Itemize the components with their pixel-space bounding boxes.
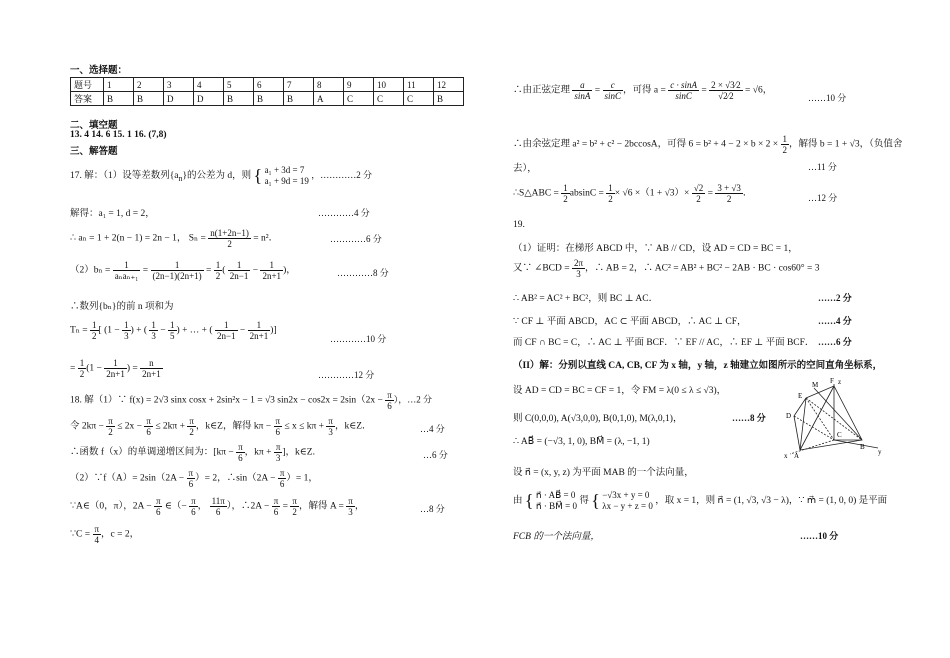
label-e: E <box>798 392 803 400</box>
q18-line2: 令 2kπ − $\frac{\pi}{2}$ ≤ 2x − $\frac{\pi}{6}$ ≤ 2kπ + $\frac{\pi}{2}$ ，k∈Z，解得 kπ − $\frac{\pi}{6}$ ≤ x ≤ kπ + $\frac{\pi}{3}$ ，k∈Z． <box>70 416 372 437</box>
section-fill-title: 二、填空题 <box>70 121 118 131</box>
score-18-4: …4 分 <box>420 424 445 434</box>
label-z: z <box>838 378 842 386</box>
score-r-11: …11 分 <box>808 162 837 172</box>
table-answer-cell: C <box>404 92 434 106</box>
r-line9: （II）解：分别以直线 CA, CB, CF 为 x 轴，y 轴，z 轴建立如图所示的空间直角坐标系， <box>513 361 883 371</box>
table-number-cell: 3 <box>164 78 194 92</box>
table-answer-cell: B <box>254 92 284 106</box>
q17-line3: ∴ aₙ = 1 + 2(n − 1) = 2n − 1， Sₙ = $\frac{n(1+2n-1)}{2}$ = n²． <box>70 228 279 249</box>
r-line3: ∴S△ABC = $\frac{1}{2}$ absinC = $\frac{1}{2}$ × √6 ×（1 + √3）× $\frac{√2}{2}$ = $\frac{3 + √3}{2}$ ． <box>513 183 753 204</box>
coordinate-figure <box>774 374 886 460</box>
table-answer-cell: A <box>314 92 344 106</box>
label-x: x <box>784 452 788 460</box>
table-number-cell: 10 <box>374 78 404 92</box>
fill-answers: 13. 4 14. 6 15. 1 16. (7,8) <box>70 130 167 140</box>
table-answer-label: 答案 <box>71 92 104 106</box>
q18-line5: ∵A∈（0，π），2A − $\frac{\pi}{6}$ ∈（− $\frac{\pi}{6}$ ， $\frac{11\pi}{6}$ ），∴2A − $\frac{\pi}{6}$ = $\frac{\pi}{2}$ ，解得 A = $\frac{\pi}{3}$ ， <box>70 496 365 517</box>
score-4: …………4 分 <box>318 208 370 218</box>
q18-line1: 18. 解（1）∵ f(x) = 2√3 sinx cosx + 2sin²x − 1 = √3 sin2x − cos2x = 2sin（2x − $\frac{\pi}{6}$ ），…2 分 <box>70 390 433 411</box>
q17-line4: （2）bₙ = $\frac{1}{\text{aₙaₙ₊₁}}$ = $\frac{1}{(2n-1)(2n+1)}$ = $\frac{1}{2}$ ( $\frac{1}{2n-1}$ − $\frac{1}{2n+1}$ )， <box>70 260 296 281</box>
score-19-6: ……6 分 <box>818 337 852 347</box>
q17-line7: = $\frac{1}{2}$ (1 − $\frac{1}{2n+1}$ ) = $\frac{n}{2n+1}$ <box>70 358 161 379</box>
r-line5: 又∵ ∠BCD = $\frac{2\pi}{3}$ ，∴ AB = 2，∴ AC² = AB² + BC² − 2AB · BC · cos60° = 3 <box>513 258 820 279</box>
score-19-10: ……10 分 <box>800 531 839 541</box>
r-line10: 设 AD = CD = BC = CF = 1，令 FM = λ(0 ≤ λ ≤ √3)， <box>513 386 727 396</box>
table-answer-cell: C <box>374 92 404 106</box>
section-choice-title: 一、选择题： <box>70 66 128 76</box>
score-12: …………12 分 <box>318 370 375 380</box>
score-19-8: ……8 分 <box>732 413 766 423</box>
table-number-cell: 9 <box>344 78 374 92</box>
r-line14: 由 { n⃗ · AB⃗ = 0 n⃗ · BM⃗ = 0 得 { −√3x + y = 0 λx − y + z = 0 ，取 x = 1，则 n⃗ = (1, √3, √3 − λ)，∵ m⃗ = (1, 0, 0) 是平面 <box>513 490 888 511</box>
table-answer-cell: B <box>434 92 464 106</box>
label-f: F <box>830 377 834 385</box>
table-number-cell: 4 <box>194 78 224 92</box>
q17-line1: 17. 解：（1）设等差数列$\{a_n\}$的公差为 d，则 { a₁ + 3d = 7 a₁ + 9d = 19 ，…………2 分 <box>70 165 372 186</box>
label-y: y <box>878 448 882 456</box>
q17-line2: 解得：a₁ = 1, d = 2， <box>70 209 155 219</box>
table-answer-cell: B <box>104 92 134 106</box>
table-number-cell: 11 <box>404 78 434 92</box>
score-6: …………6 分 <box>330 234 382 244</box>
label-a: A <box>794 452 800 460</box>
r-line1: ∴由正弦定理 $\frac{a}{\sin A}$ = $\frac{c}{\sin C}$ ，可得 a = $\frac{c \cdot \sin A}{\sin C}$ = $\frac{2 \times √3⁄2}{√2⁄2}$ = √6， <box>513 80 773 101</box>
q19-title: 19. <box>513 220 525 230</box>
score-10: …………10 分 <box>330 334 387 344</box>
table-answer-cell: D <box>164 92 194 106</box>
label-c: C <box>837 431 842 439</box>
score-r-10: ……10 分 <box>808 93 847 103</box>
table-number-cell: 1 <box>104 78 134 92</box>
label-d: D <box>786 412 792 420</box>
r-line7: ∵ CF ⊥ 平面 ABCD，AC ⊂ 平面 ABCD，∴ AC ⊥ CF， <box>513 317 747 327</box>
section-solve-title: 三、解答题 <box>70 147 118 157</box>
answer-table <box>70 77 464 106</box>
r-line8: 而 CF ∩ BC = C，∴ AC ⊥ 平面 BCF．∵ EF // AC，∴ EF ⊥ 平面 BCF． <box>513 338 815 348</box>
r-line11: 则 C(0,0,0), A(√3,0,0), B(0,1,0), M(λ,0,1)， <box>513 414 683 424</box>
table-answer-cell: B <box>284 92 314 106</box>
score-8: …………8 分 <box>337 268 389 278</box>
r-line2b: 去）， <box>513 164 537 174</box>
score-18-8: …8 分 <box>420 504 445 514</box>
table-number-cell: 8 <box>314 78 344 92</box>
table-answer-cell: B <box>134 92 164 106</box>
r-line6: ∴ AB² = AC² + BC²，则 BC ⊥ AC． <box>513 294 659 304</box>
r-line4: （1）证明：在梯形 ABCD 中，∵ AB // CD，设 AD = CD = BC = 1， <box>513 244 798 254</box>
answer-table-answer-row <box>71 92 464 106</box>
score-19-4: ……4 分 <box>818 316 852 326</box>
table-answer-cell: B <box>224 92 254 106</box>
label-b: B <box>860 443 865 451</box>
r-line2: ∴由余弦定理 a² = b² + c² − 2bccosA，可得 6 = b² + 4 − 2 × b × 2 × $\frac{1}{2}$ ，解得 b = 1 + √3，（负值舍 <box>513 134 903 155</box>
table-answer-cell: D <box>194 92 224 106</box>
table-number-cell: 6 <box>254 78 284 92</box>
q17-line5: ∴数列{bₙ}的前 n 项和为 <box>70 302 174 312</box>
label-m: M <box>812 381 819 389</box>
table-number-cell: 7 <box>284 78 314 92</box>
table-head-label: 题号 <box>71 78 104 92</box>
score-18-6: …6 分 <box>423 450 448 460</box>
r-line13: 设 n⃗ = (x, y, z) 为平面 MAB 的一个法向量， <box>513 468 694 478</box>
score-19-2: ……2 分 <box>818 293 852 303</box>
q17-line6: Tₙ = $\frac{1}{2}$ [ (1 − $\frac{1}{3}$ ) + ( $\frac{1}{3}$ − $\frac{1}{5}$ ) + … + ( $\frac{1}{2n-1}$ − $\frac{1}{2n+1}$ )] <box>70 320 277 341</box>
table-answer-cell: C <box>344 92 374 106</box>
q18-line3: ∴函数 f（x）的单调递增区间为：[kπ − $\frac{\pi}{6}$ ，kπ + $\frac{\pi}{3}$ ]，k∈Z. <box>70 442 315 463</box>
q18-line4: （2）∵f（A）= 2sin（2A − $\frac{\pi}{6}$ ）= 2，∴sin（2A − $\frac{\pi}{6}$ ）= 1， <box>70 468 318 489</box>
r-line15: FCB 的一个法向量， <box>513 532 600 542</box>
score-r-12: …12 分 <box>808 193 838 203</box>
q18-line6: ∵C = $\frac{\pi}{4}$ ，c = 2， <box>70 524 140 545</box>
answer-table-head-row <box>71 78 464 92</box>
table-number-cell: 2 <box>134 78 164 92</box>
r-line12: ∴ AB⃗ = (−√3, 1, 0), BM⃗ = (λ, −1, 1) <box>513 437 650 447</box>
table-number-cell: 12 <box>434 78 464 92</box>
table-number-cell: 5 <box>224 78 254 92</box>
